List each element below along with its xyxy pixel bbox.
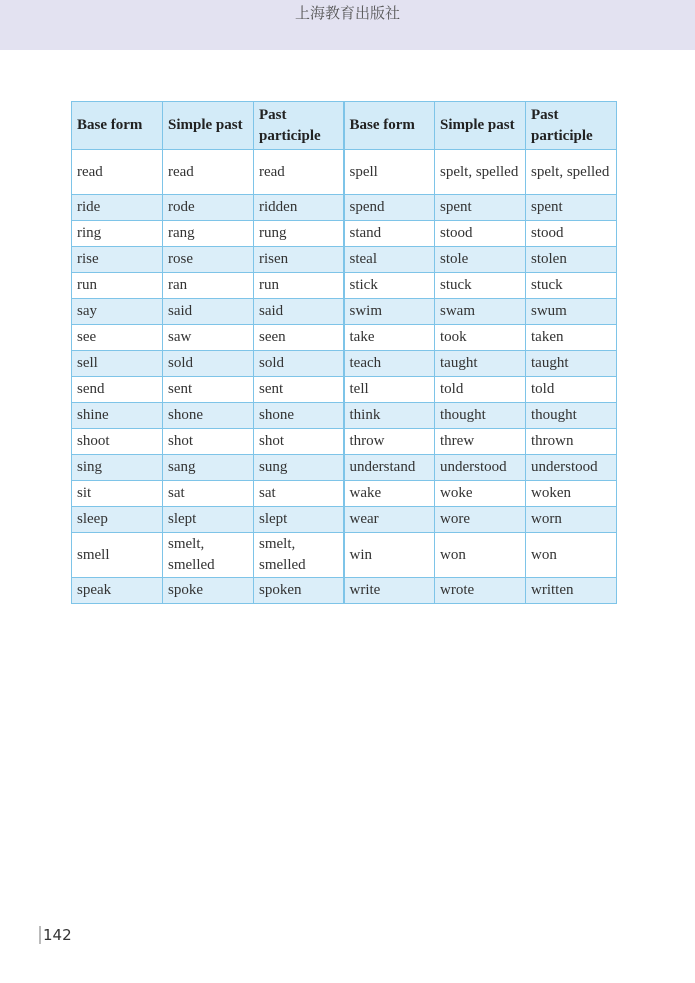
table-cell: win	[344, 533, 435, 578]
column-header: Past participle	[526, 102, 617, 150]
table-cell: rode	[163, 195, 254, 221]
table-cell: teach	[344, 351, 435, 377]
table-cell: woke	[435, 481, 526, 507]
table-row	[72, 351, 617, 377]
table-cell: read	[72, 150, 163, 195]
publisher-name: 上海教育出版社	[294, 4, 400, 22]
table-cell: shot	[254, 429, 344, 455]
table-cell: slept	[163, 507, 254, 533]
table-cell: sold	[254, 351, 344, 377]
table-cell: saw	[163, 325, 254, 351]
table-cell: spelt, spelled	[526, 150, 617, 195]
table-row	[72, 247, 617, 273]
table-cell: understood	[526, 455, 617, 481]
table-cell: risen	[254, 247, 344, 273]
table-cell: shoot	[72, 429, 163, 455]
table-cell: wrote	[435, 578, 526, 604]
table-cell: sell	[72, 351, 163, 377]
column-header: Simple past	[163, 102, 254, 150]
table-cell: stick	[344, 273, 435, 299]
table-cell: stuck	[435, 273, 526, 299]
table-row	[72, 533, 617, 578]
table-cell: told	[435, 377, 526, 403]
table-cell: thought	[526, 403, 617, 429]
table-cell: shine	[72, 403, 163, 429]
table-cell: sit	[72, 481, 163, 507]
table-cell: run	[254, 273, 344, 299]
table-cell: shot	[163, 429, 254, 455]
table-cell: understand	[344, 455, 435, 481]
table-row	[72, 481, 617, 507]
table-cell: steal	[344, 247, 435, 273]
table-cell: smell	[72, 533, 163, 578]
table-cell: slept	[254, 507, 344, 533]
table-row	[72, 429, 617, 455]
table-cell: won	[435, 533, 526, 578]
table-cell: thought	[435, 403, 526, 429]
table-cell: stand	[344, 221, 435, 247]
table-cell: sat	[254, 481, 344, 507]
table-cell: swam	[435, 299, 526, 325]
table-cell: sang	[163, 455, 254, 481]
table-body	[72, 150, 617, 604]
table-cell: sat	[163, 481, 254, 507]
column-header: Past participle	[254, 102, 344, 150]
table-cell: understood	[435, 455, 526, 481]
table-cell: sent	[163, 377, 254, 403]
page-number: 142	[39, 926, 72, 944]
table-cell: worn	[526, 507, 617, 533]
table-cell: see	[72, 325, 163, 351]
table-cell: swim	[344, 299, 435, 325]
table-cell: read	[254, 150, 344, 195]
table-cell: ridden	[254, 195, 344, 221]
table-cell: send	[72, 377, 163, 403]
table-cell: smelt, smelled	[163, 533, 254, 578]
table-cell: seen	[254, 325, 344, 351]
table-cell: sold	[163, 351, 254, 377]
table-row	[72, 507, 617, 533]
table-cell: write	[344, 578, 435, 604]
table-row	[72, 377, 617, 403]
table-row	[72, 195, 617, 221]
table-cell: throw	[344, 429, 435, 455]
table-cell: wake	[344, 481, 435, 507]
table-cell: spend	[344, 195, 435, 221]
table-cell: taught	[526, 351, 617, 377]
table-row	[72, 403, 617, 429]
table-cell: ring	[72, 221, 163, 247]
table-cell: said	[163, 299, 254, 325]
table-row	[72, 273, 617, 299]
table-row	[72, 221, 617, 247]
column-header: Base form	[344, 102, 435, 150]
table-cell: take	[344, 325, 435, 351]
table-cell: think	[344, 403, 435, 429]
irregular-verbs-table	[71, 101, 617, 604]
table-row	[72, 578, 617, 604]
table-cell: sleep	[72, 507, 163, 533]
table-cell: said	[254, 299, 344, 325]
column-header: Base form	[72, 102, 163, 150]
table-cell: woken	[526, 481, 617, 507]
table-cell: wore	[435, 507, 526, 533]
table-cell: ride	[72, 195, 163, 221]
table-cell: ran	[163, 273, 254, 299]
table-header-row	[72, 102, 617, 150]
table-cell: tell	[344, 377, 435, 403]
table-cell: spoken	[254, 578, 344, 604]
table-row	[72, 325, 617, 351]
table-cell: threw	[435, 429, 526, 455]
table-cell: rise	[72, 247, 163, 273]
table-cell: spell	[344, 150, 435, 195]
table-cell: stood	[435, 221, 526, 247]
table-cell: took	[435, 325, 526, 351]
table-cell: sent	[254, 377, 344, 403]
table-row	[72, 299, 617, 325]
table-cell: wear	[344, 507, 435, 533]
table-cell: rose	[163, 247, 254, 273]
table-cell: stuck	[526, 273, 617, 299]
table-cell: won	[526, 533, 617, 578]
table-cell: smelt, smelled	[254, 533, 344, 578]
table-cell: spoke	[163, 578, 254, 604]
table-cell: rung	[254, 221, 344, 247]
table-cell: written	[526, 578, 617, 604]
table-cell: thrown	[526, 429, 617, 455]
table-cell: told	[526, 377, 617, 403]
table-cell: rang	[163, 221, 254, 247]
table-cell: taken	[526, 325, 617, 351]
table-cell: sung	[254, 455, 344, 481]
table-cell: run	[72, 273, 163, 299]
table-cell: shone	[163, 403, 254, 429]
table-cell: swum	[526, 299, 617, 325]
table-cell: spelt, spelled	[435, 150, 526, 195]
table-cell: stole	[435, 247, 526, 273]
table-cell: spent	[435, 195, 526, 221]
table-row	[72, 455, 617, 481]
table-cell: stolen	[526, 247, 617, 273]
table-cell: read	[163, 150, 254, 195]
table-cell: spent	[526, 195, 617, 221]
table-cell: say	[72, 299, 163, 325]
table-row	[72, 150, 617, 195]
table-cell: shone	[254, 403, 344, 429]
table-cell: taught	[435, 351, 526, 377]
column-header: Simple past	[435, 102, 526, 150]
table-cell: stood	[526, 221, 617, 247]
table-cell: sing	[72, 455, 163, 481]
table-cell: speak	[72, 578, 163, 604]
